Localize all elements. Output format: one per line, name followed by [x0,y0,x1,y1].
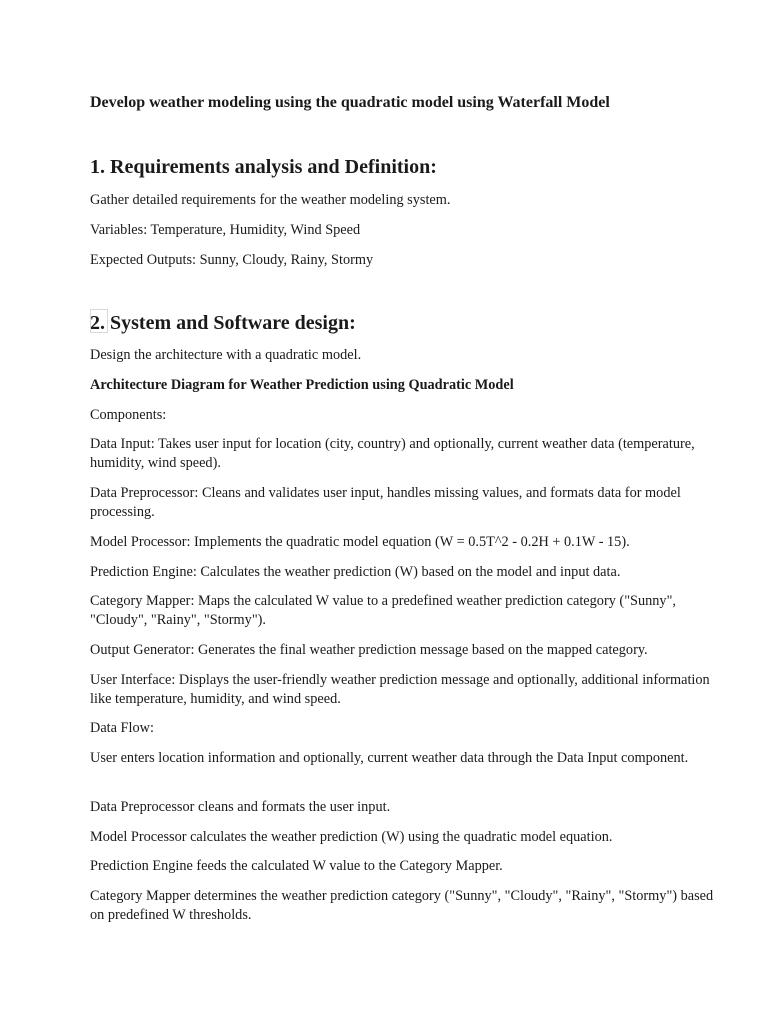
section-2-heading: 2. System and Software design: [90,312,356,334]
section-1-paragraph: Variables: Temperature, Humidity, Wind Speed [90,222,361,238]
document-title: Develop weather modeling using the quadratic model using Waterfall Model [90,94,610,111]
section-2-paragraph: Model Processor calculates the weather prediction (W) using the quadratic model equation. [90,829,613,845]
section-2-paragraph: Components: [90,407,167,423]
section-2-paragraph: Prediction Engine feeds the calculated W value to the Category Mapper. [90,858,503,874]
section-2-paragraph: Output Generator: Generates the final weather prediction message based on the mapped category. [90,642,648,658]
section-2-paragraph: Prediction Engine: Calculates the weather prediction (W) based on the model and input data. [90,564,621,580]
section-2-paragraph: User enters location information and optionally, current weather data through the Data Input component. [90,750,689,766]
section-1-paragraph: Gather detailed requirements for the weather modeling system. [90,192,451,208]
section-1-heading: 1. Requirements analysis and Definition: [90,156,437,178]
section-2-paragraph: Data Preprocessor: Cleans and validates user input, handles missing values, and formats data for model processing. [90,485,681,520]
section-2-paragraph: Data Flow: [90,720,154,736]
section-2-paragraph: Data Preprocessor cleans and formats the user input. [90,799,391,815]
section-2-paragraph: Category Mapper: Maps the calculated W value to a predefined weather prediction category ("Sunny", "Cloudy", "Rainy", "Stormy"). [90,593,676,628]
section-1-paragraph: Expected Outputs: Sunny, Cloudy, Rainy, Stormy [90,252,374,268]
section-2-paragraph: User Interface: Displays the user-friendly weather prediction message and optionally, additional information like temperature, humidity, and wind speed. [90,672,710,707]
section-2-paragraph: Category Mapper determines the weather prediction category ("Sunny", "Cloudy", "Rainy", "Stormy") based on predefined W thresholds. [90,888,714,923]
section-2-paragraph: Design the architecture with a quadratic model. [90,347,362,363]
diagram-subheading: Architecture Diagram for Weather Prediction using Quadratic Model [90,377,514,393]
section-2-paragraph: Model Processor: Implements the quadratic model equation (W = 0.5T^2 - 0.2H + 0.1W - 15). [90,534,630,550]
section-2-paragraph: Data Input: Takes user input for location (city, country) and optionally, current weather data (temperature, humidity, wind speed). [90,436,695,471]
text-cursor-box [90,309,108,333]
